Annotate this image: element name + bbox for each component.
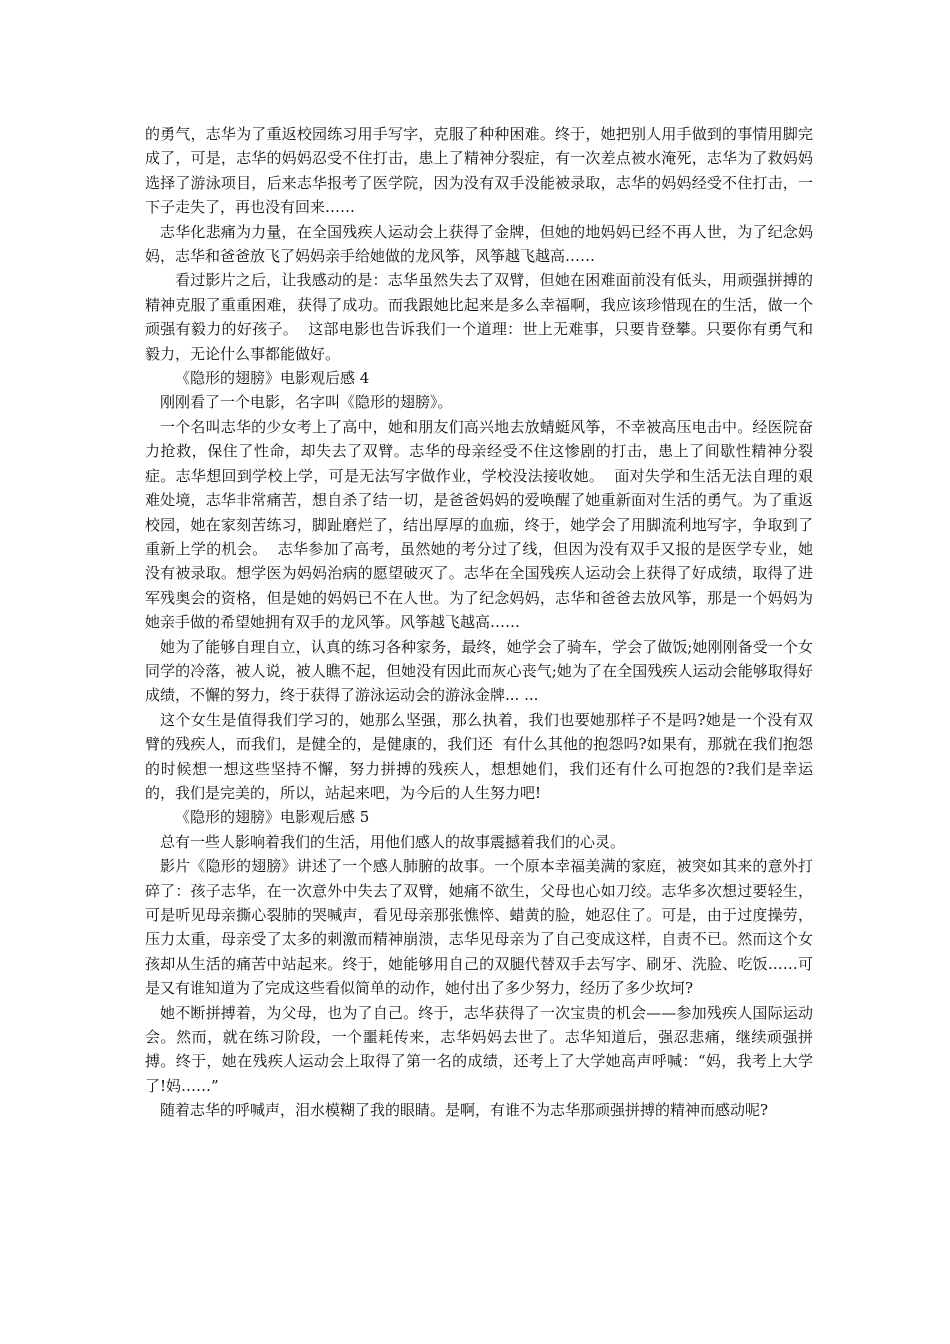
paragraph-gold-medal: 志华化悲痛为力量，在全国残疾人运动会上获得了金牌，但她的地妈妈已经不再人世，为了纪念妈妈，志华和爸爸放飞了妈妈亲手给她做的龙风筝，风筝越飞越高…… xyxy=(145,222,813,266)
paragraph-story-5: 影片《隐形的翅膀》讲述了一个感人肺腑的故事。一个原本幸福美满的家庭，被突如其来的意外打碎了：孩子志华，在一次意外中失去了双臂，她痛不欲生，父母也心如刀绞。志华多次想过要轻生，可是听见母亲撕心裂肺的哭喊声，看见母亲那张憔悴、蜡黄的脸，她忍住了。可是，由于过度操劳，压力太重，母亲受了太多的刺激而精神崩溃，志华见母亲为了自己变成这样，自责不已。然而这个女孩却从生活的痛苦中站起来。终于，她能够用自己的双腿代替双手去写字、刷牙、洗脸、吃饭……可是又有谁知道为了完成这些看似简单的动作，她付出了多少努力，经历了多少坎坷? xyxy=(145,857,813,998)
paragraph-closing: 随着志华的呼喊声，泪水模糊了我的眼睛。是啊，有谁不为志华那顽强拼搏的精神而感动呢? xyxy=(160,1101,769,1120)
section-heading-5: 《隐形的翅膀》电影观后感 5 xyxy=(175,808,370,827)
paragraph-reflection: 看过影片之后，让我感动的是：志华虽然失去了双臂，但她在困难面前没有低头，用顽强拼搏的精神克服了重重困难，获得了成功。而我跟她比起来是多么幸福啊，我应该珍惜现在的生活，做一个顽强有毅力的好孩子。 这部电影也告诉我们一个道理：世上无难事，只要肯登攀。只要你有勇气和毅力，无论什么事都能做好。 xyxy=(145,271,813,363)
paragraph-self-reliance: 她为了能够自理自立，认真的练习各种家务，最终，她学会了骑车，学会了做饭;她刚刚备受一个女同学的冷落，被人说，被人瞧不起，但她没有因此而灰心丧气;她为了在全国残疾人运动会能够取得好成绩，不懈的努力，终于获得了游泳运动会的游泳金牌... ... xyxy=(145,637,813,705)
paragraph-intro-4: 刚刚看了一个电影，名字叫《隐形的翅膀》。 xyxy=(160,393,453,412)
paragraph-intro-5: 总有一些人影响着我们的生活，用他们感人的故事震撼着我们的心灵。 xyxy=(160,832,626,851)
paragraph-story-4: 一个名叫志华的少女考上了高中，她和朋友们高兴地去放蜻蜓风筝，不幸被高压电击中。经医院奋力抢救，保住了性命，却失去了双臂。志华的母亲经受不住这惨剧的打击，患上了间歇性精神分裂症。志华想回到学校上学，可是无法写字做作业，学校没法接收她。 面对失学和生活无法自理的艰难处境，志华非常痛苦，想自杀了结一切，是爸爸妈妈的爱唤醒了她重新面对生活的勇气。为了重返校园，她在家刻苦练习，脚趾磨烂了，结出厚厚的血痂，终于，她学会了用脚流利地写字，争取到了重新上学的机会。 志华参加了高考，虽然她的考分过了线，但因为没有双手又报的是医学专业，她没有被录取。想学医为妈妈治病的愿望破灭了。志华在全国残疾人运动会上获得了好成绩，取得了进军残奥会的资格，但是她的妈妈已不在人世。为了纪念妈妈，志华和爸爸去放风筝，那是一个妈妈为她亲手做的希望她拥有双手的龙风筝。风筝越飞越高…… xyxy=(145,417,813,632)
section-heading-4: 《隐形的翅膀》电影观后感 4 xyxy=(175,369,370,388)
document-body xyxy=(145,122,813,1123)
paragraph-lesson-4: 这个女生是值得我们学习的，她那么坚强，那么执着，我们也要她那样子不是吗?她是一个没有双臂的残疾人，而我们，是健全的，是健康的，我们还 有什么其他的抱怨吗?如果有，那就在我们抱怨的时候想一想这些坚持不懈，努力拼搏的残疾人，想想她们，我们还有什么可抱怨的?我们是幸运的，我们是完美的，所以，站起来吧，为今后的人生努力吧! xyxy=(145,710,813,802)
paragraph-perseverance: 她不断拼搏着，为父母，也为了自己。终于，志华获得了一次宝贵的机会——参加残疾人国际运动会。然而，就在练习阶段，一个噩耗传来，志华妈妈去世了。志华知道后，强忍悲痛，继续顽强拼搏。终于，她在残疾人运动会上取得了第一名的成绩，还考上了大学她高声呼喊：“妈，我考上大学了!妈……” xyxy=(145,1003,813,1095)
paragraph-opening-continuation: 的勇气，志华为了重返校园练习用手写字，克服了种种困难。终于，她把别人用手做到的事情用脚完成了，可是，志华的妈妈忍受不住打击，患上了精神分裂症，有一次差点被水淹死，志华为了救妈妈选择了游泳项目，后来志华报考了医学院，因为没有双手没能被录取，志华的妈妈经受不住打击，一下子走失了，再也没有回来…… xyxy=(145,125,813,217)
